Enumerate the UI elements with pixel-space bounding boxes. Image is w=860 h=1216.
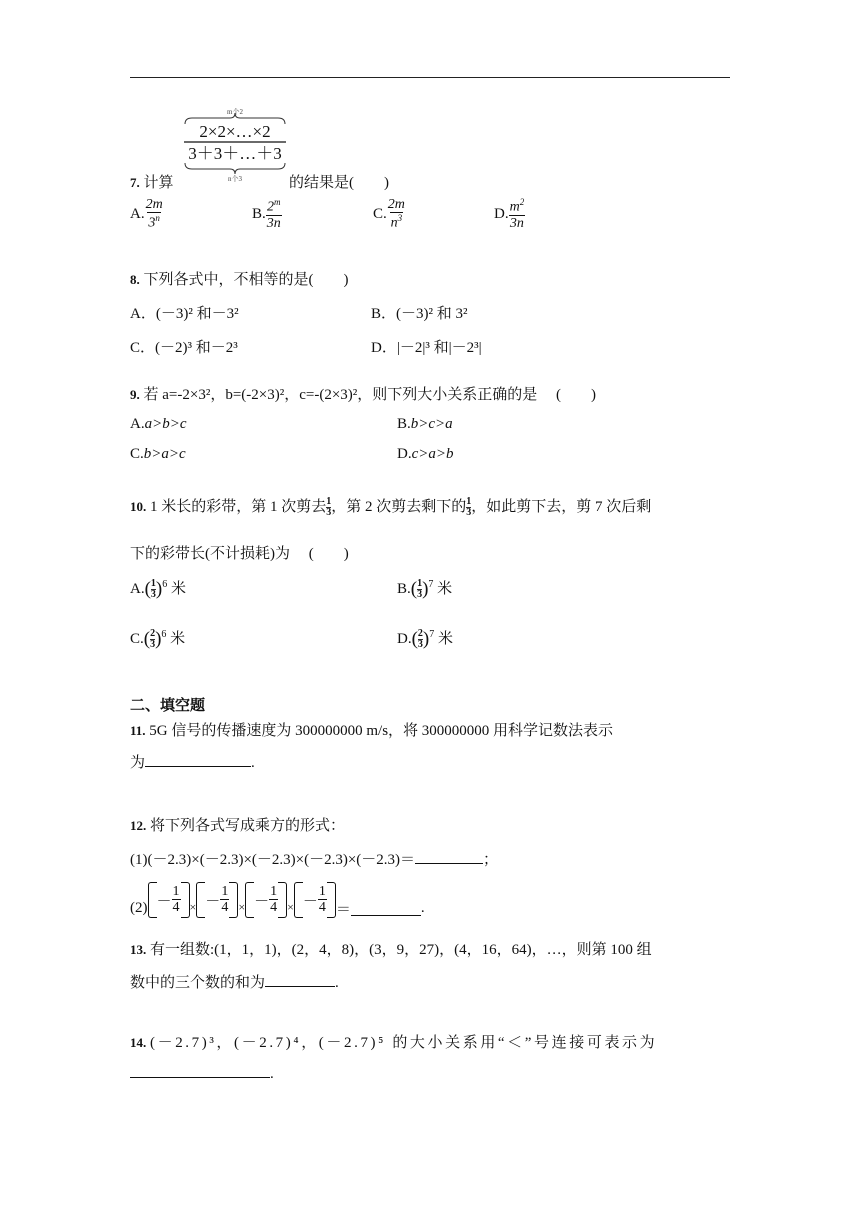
frac-den: n (390, 215, 398, 231)
q12-part1-expr: (－2.3)×(－2.3)×(－2.3)×(－2.3)×(－2.3)＝ (147, 852, 416, 868)
q11-text: 5G 信号的传播速度为 300000000 m/s，将 300000000 用科学记数法表示 (149, 723, 614, 739)
unit: 米 (171, 581, 187, 597)
q10-option-a (130, 577, 186, 601)
option-text: (－3)² 和 3² (396, 306, 468, 322)
minus-sign: － (205, 893, 221, 910)
frac-num: 1 (172, 884, 180, 899)
frac-den: 4 (221, 900, 229, 915)
exponent: 6 (162, 579, 168, 590)
unit: 米 (170, 631, 186, 647)
section-heading-fill-in: 二、填空题 (130, 696, 206, 714)
frac-den: 3 (150, 589, 156, 601)
option-text: c>a>b (411, 446, 454, 462)
option-text: a>b>c (144, 416, 187, 432)
q14-line2 (130, 1063, 274, 1083)
q12-part1-blank[interactable] (415, 849, 483, 864)
q10-number: 10. (130, 499, 147, 514)
q13-suffix: . (335, 975, 339, 991)
q8-option-b (371, 302, 468, 323)
q10-line2: 下的彩带长(不计损耗)为 ( ) (130, 546, 349, 562)
q8-option-a (130, 302, 239, 323)
exponent: 7 (428, 579, 434, 590)
frac-num: 1 (270, 884, 278, 899)
q9-stem (130, 383, 596, 404)
option-text: |－2|³ 和|－2³| (396, 340, 482, 356)
q10-option-b (397, 577, 452, 601)
q11-number: 11. (130, 723, 146, 738)
frac-den: 4 (270, 900, 278, 915)
q13-prefix: 数中的三个数的和为 (130, 975, 266, 991)
paren-open: ( (411, 628, 418, 650)
fraction-one-quarter (318, 885, 327, 915)
exponent: 6 (161, 629, 167, 640)
paren-close: ) (422, 578, 429, 600)
minus-sign: － (156, 893, 172, 910)
option-letter: B. (397, 416, 411, 432)
paren-open: ( (143, 628, 151, 650)
option-letter: C. (373, 205, 387, 222)
option-letter: D. (494, 205, 509, 222)
fraction-one-quarter (269, 885, 278, 915)
bracket-close (181, 882, 190, 918)
times-sign: × (287, 899, 294, 914)
q11-answer-blank[interactable] (145, 752, 251, 767)
q11-line1 (130, 719, 730, 740)
frac-num-sup: 2 (519, 197, 525, 207)
q8-stem (130, 268, 349, 289)
q7-number: 7. (130, 175, 140, 190)
bracket-close (278, 882, 287, 918)
paren-close: ) (155, 628, 162, 650)
equals-sign: ＝ (335, 901, 351, 918)
frac-num: 2 (417, 628, 423, 640)
option-letter: A. (130, 581, 145, 597)
option-letter: B． (371, 306, 397, 322)
paren-open: ( (144, 578, 151, 600)
bracket-close (229, 882, 238, 918)
paren-open: ( (410, 578, 418, 600)
q7-option-c (373, 198, 406, 231)
q7-option-a (130, 198, 164, 231)
q14-answer-blank[interactable] (130, 1063, 270, 1078)
q14-line1 (130, 1031, 730, 1052)
option-letter: A. (130, 416, 145, 432)
q14-number: 14. (130, 1035, 147, 1050)
q12-number: 12. (130, 818, 147, 833)
frac-num: m (509, 199, 520, 215)
option-letter: B. (252, 205, 266, 222)
frac-den: 3 (417, 589, 423, 601)
q10-line1 (130, 495, 651, 518)
times-sign: × (189, 899, 197, 914)
frac-den: 3n (266, 215, 281, 231)
q10-text-a: 1 米长的彩带，第 1 次剪去 (150, 499, 327, 515)
option-text: (－3)² 和－3² (155, 306, 239, 322)
frac-num: 1 (326, 496, 332, 508)
option-fraction (509, 198, 526, 231)
q14-text: (－2.7)³，(－2.7)⁴，(－2.7)⁵ 的大小关系用“＜”号连接可表示为 (150, 1035, 658, 1051)
q7-prefix: 计算 (143, 175, 174, 191)
bracket-open (245, 882, 254, 918)
frac-num: 2 (150, 628, 156, 640)
frac-den: 3 (326, 507, 332, 519)
q8-number: 8. (130, 272, 140, 287)
frac-num: 1 (150, 578, 156, 590)
option-letter: D. (397, 631, 412, 647)
frac-num: 1 (417, 578, 423, 590)
frac-num: 1 (221, 884, 229, 899)
q13-line2 (130, 971, 339, 992)
frac-num-sup: m (274, 197, 281, 207)
option-letter: A． (130, 306, 156, 322)
minus-sign: － (254, 893, 270, 910)
part-label: (2) (130, 899, 148, 916)
q8-stem-text: 下列各式中，不相等的是( ) (143, 272, 349, 288)
q13-line1 (130, 938, 652, 959)
option-text: b>a>c (143, 446, 186, 462)
part-end: . (420, 899, 425, 916)
q9-option-a (130, 416, 187, 433)
frac-den: 3n (509, 215, 524, 231)
q10-text-b: ，第 2 次剪去剩下的 (331, 499, 467, 515)
frac-den: 3 (148, 215, 156, 231)
frac-den-sup: n (155, 213, 160, 223)
unit: 米 (438, 631, 454, 647)
frac-num: 1 (318, 884, 326, 899)
option-fraction (145, 198, 164, 231)
svg-text:3＋3＋…＋3: 3＋3＋…＋3 (188, 144, 282, 163)
frac-den: 4 (172, 900, 180, 915)
q12-part2-blank[interactable] (351, 901, 421, 916)
q12-stem (130, 814, 345, 835)
q13-answer-blank[interactable] (265, 972, 335, 987)
exponent: 7 (429, 629, 435, 640)
q11-line2 (130, 751, 255, 772)
q12-stem-text: 将下列各式写成乘方的形式： (150, 818, 346, 834)
q7-option-b (252, 198, 282, 231)
brace-fraction-figure (180, 104, 290, 184)
minus-sign: － (302, 893, 318, 910)
q13-number: 13. (130, 942, 147, 957)
q10-option-d (397, 627, 453, 651)
bracket-open (196, 882, 205, 918)
q7-option-d (494, 198, 525, 231)
paren-close: ) (422, 628, 430, 650)
q10-text-c: ，如此剪下去，剪 7 次后剩 (471, 499, 652, 515)
svg-text:m个2: m个2 (227, 108, 243, 116)
q8-option-c (130, 336, 238, 357)
header-rule (130, 77, 730, 78)
option-fraction (266, 198, 282, 231)
option-letter: C． (130, 340, 156, 356)
option-fraction (387, 198, 406, 231)
frac-num: 2m (387, 197, 405, 212)
q8-option-d (371, 336, 482, 357)
q12-part1 (130, 848, 498, 869)
option-letter: A. (130, 205, 145, 222)
times-sign: × (238, 899, 246, 914)
q7-stem (130, 171, 174, 192)
part-end: ； (483, 852, 499, 868)
option-letter: B. (397, 581, 411, 597)
frac-num: 2m (145, 197, 163, 212)
frac-den: 3 (150, 639, 156, 651)
q11-suffix: . (251, 755, 255, 771)
q9-option-c (130, 446, 186, 463)
bracket-open (148, 882, 157, 918)
option-text: (－2)³ 和－2³ (155, 340, 238, 356)
bracket-close (327, 882, 336, 918)
q13-text: 有一组数:(1，1，1)，(2，4，8)，(3，9，27)，(4，16，64)，…，则第 100 组 (150, 942, 652, 958)
option-letter: C. (130, 446, 144, 462)
option-letter: D. (397, 446, 412, 462)
q9-number: 9. (130, 387, 140, 402)
q7-suffix: 的结果是( ) (289, 175, 389, 191)
bracket-open (294, 882, 303, 918)
q12-part2 (130, 880, 425, 920)
fraction-one-quarter (172, 885, 181, 915)
paren-close: ) (155, 578, 163, 600)
fraction-one-quarter (220, 885, 229, 915)
svg-text:2×2×…×2: 2×2×…×2 (199, 122, 271, 141)
q9-option-b (397, 416, 453, 433)
q9-stem-text: 若 a=-2×3²，b=(-2×3)²，c=-(2×3)²，则下列大小关系正确的是 ( ) (143, 387, 597, 403)
q10-option-c (130, 627, 185, 651)
frac-den: 3 (466, 507, 472, 519)
svg-text:n个3: n个3 (228, 175, 242, 183)
q11-prefix: 为 (130, 755, 146, 771)
frac-num: 1 (466, 496, 472, 508)
frac-den-sup: 3 (397, 213, 403, 223)
unit: 米 (437, 581, 453, 597)
option-letter: C. (130, 631, 144, 647)
option-letter: D． (371, 340, 397, 356)
frac-num: 2 (267, 199, 275, 215)
frac-den: 4 (318, 900, 326, 915)
q14-suffix: . (270, 1066, 274, 1082)
option-text: b>c>a (410, 416, 453, 432)
part-label: (1) (130, 852, 148, 868)
frac-den: 3 (417, 639, 423, 651)
q9-option-d (397, 446, 454, 463)
